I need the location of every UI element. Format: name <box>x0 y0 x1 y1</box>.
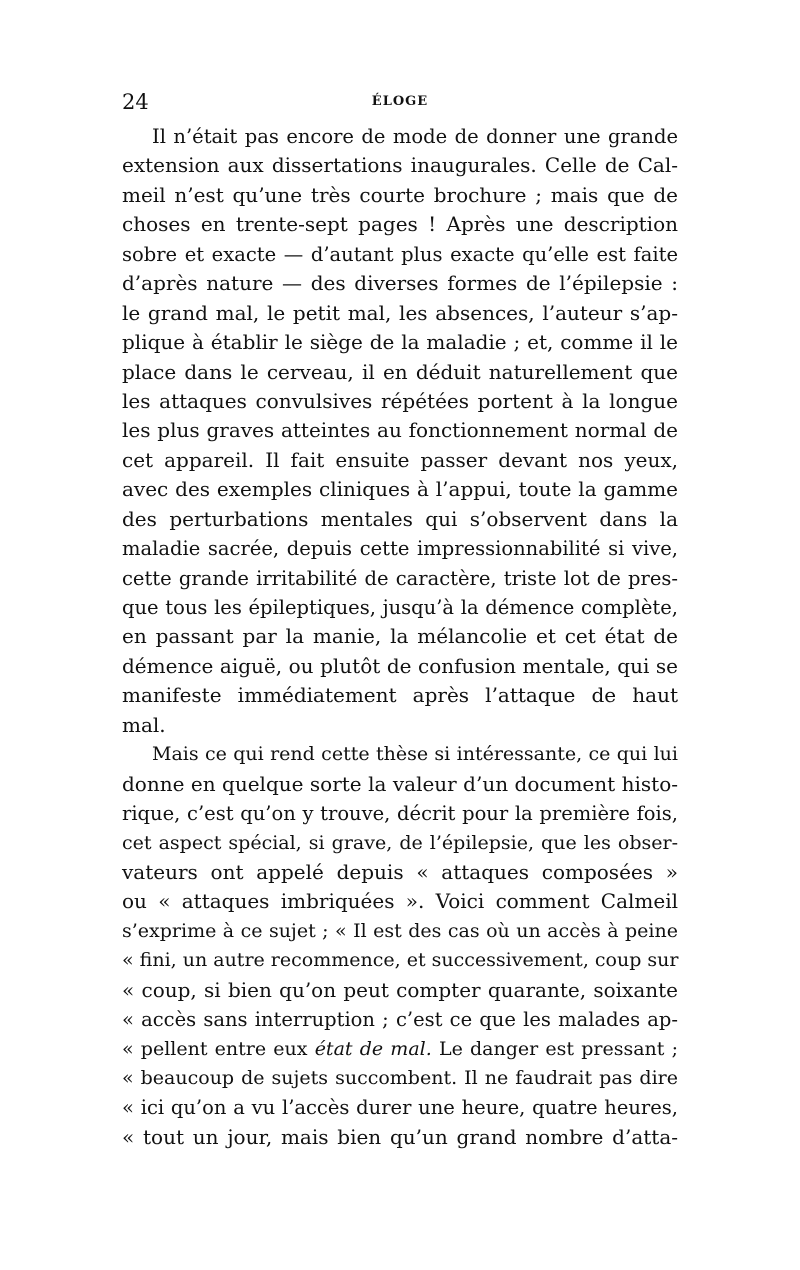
text-line: Mais ce qui rend cette thèse si intéressante, ce qui lui <box>152 743 678 766</box>
text-line: extension aux dissertations inaugurales. Celle de Cal- <box>122 153 678 178</box>
italic-term: état de mal. <box>314 1037 432 1060</box>
text-line: démence aiguë, ou plutôt de confusion mentale, qui se <box>122 653 678 678</box>
paragraph-1 <box>122 122 678 740</box>
text-line: vateurs ont appelé depuis « attaques composées » <box>122 859 678 884</box>
text-line: Il n’était pas encore de mode de donner une grande <box>152 125 678 148</box>
text-segment: « pellent entre eux <box>122 1037 315 1060</box>
text-line: cette grande irritabilité de caractère, triste lot de pres- <box>122 566 678 590</box>
text-line: choses en trente-sept pages ! Après une description <box>122 212 678 237</box>
text-line: avec des exemples cliniques à l’appui, toute la gamme <box>122 477 678 502</box>
text-line: d’après nature — des diverses formes de l’épilepsie : <box>122 271 678 296</box>
text-line-with-italic <box>122 1035 678 1064</box>
text-line: « ici qu’on a vu l’accès durer une heure, quatre heures, <box>122 1096 678 1120</box>
running-title: ÉLOGE <box>371 94 429 109</box>
text-line: des perturbations mentales qui s’observent dans la <box>122 506 678 531</box>
text-line: rique, c’est qu’on y trouve, décrit pour la première fois, <box>122 802 678 826</box>
text-line: maladie sacrée, depuis cette impressionnabilité si vive, <box>122 537 678 561</box>
text-line: « coup, si bien qu’on peut compter quarante, soixante <box>122 977 678 1002</box>
page-header <box>122 86 678 118</box>
text-line: les plus graves atteintes au fonctionnement normal de <box>122 418 678 443</box>
text-line: « fini, un autre recommence, et successivement, coup sur <box>122 949 679 972</box>
text-line: « beaucoup de sujets succombent. Il ne faudrait pas dire <box>122 1067 678 1089</box>
text-line: plique à établir le siège de la maladie ; et, comme il le <box>122 330 678 355</box>
text-line: donne en quelque sorte la valeur d’un document histo- <box>122 771 678 796</box>
text-segment: Le danger est pressant ; <box>431 1037 679 1060</box>
body-text <box>122 122 678 1152</box>
page-number: 24 <box>122 90 149 114</box>
text-line: cet aspect spécial, si grave, de l’épilepsie, que les obser- <box>122 831 678 854</box>
text-line: s’exprime à ce sujet ; « Il est des cas où un accès à peine <box>122 919 678 942</box>
text-line: sobre et exacte — d’autant plus exacte qu’elle est faite <box>122 242 678 266</box>
text-line: mal. <box>122 712 166 737</box>
text-line: place dans le cerveau, il en déduit naturellement que <box>122 359 678 384</box>
text-line: en passant par la manie, la mélancolie et cet état de <box>122 624 678 649</box>
text-line: cet appareil. Il fait ensuite passer devant nos yeux, <box>122 447 678 472</box>
text-line: le grand mal, le petit mal, les absences, l’auteur s’ap- <box>122 300 678 325</box>
text-line: « accès sans interruption ; c’est ce que les malades ap- <box>122 1008 678 1032</box>
text-line: les attaques convulsives répétées portent à la longue <box>122 388 678 413</box>
text-line: que tous les épileptiques, jusqu’à la démence complète, <box>122 596 678 619</box>
text-line: meil n’est qu’une très courte brochure ; mais que de <box>122 182 678 207</box>
paragraph-2 <box>122 740 678 1152</box>
text-line: manifeste immédiatement après l’attaque de haut <box>122 683 678 708</box>
text-line: « tout un jour, mais bien qu’un grand nombre d’atta- <box>122 1124 678 1149</box>
text-line: ou « attaques imbriquées ». Voici comment Calmeil <box>122 889 678 914</box>
